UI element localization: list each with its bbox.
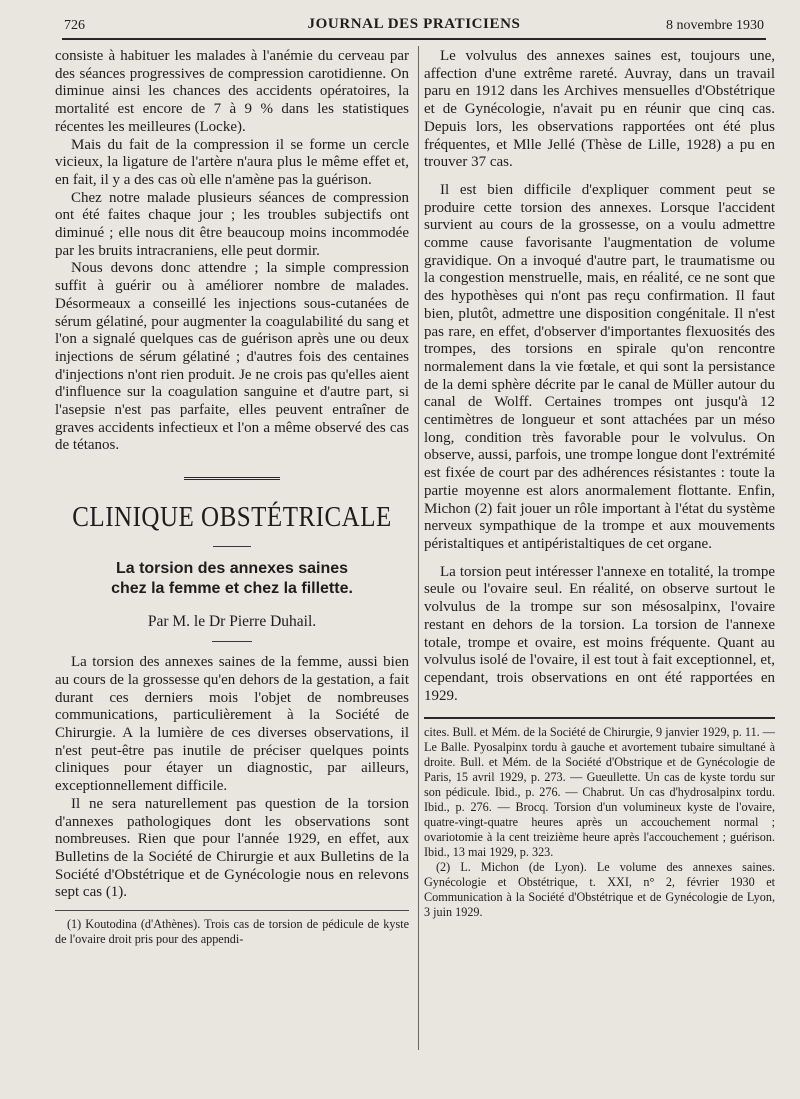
- byline-divider: [212, 641, 252, 642]
- footnote: (1) Koutodina (d'Athènes). Trois cas de torsion de pédicule de kyste de l'ovaire droit pris pour des appendi-: [55, 917, 409, 947]
- title-divider: [213, 546, 251, 547]
- byline: Par M. le Dr Pierre Duhail.: [147, 613, 317, 631]
- paragraph: Chez notre malade plusieurs séances de compression ont été faites chaque jour ; les troubles subjectifs ont diminué ; elle nous dit être beaucoup moins incommodée par les bruits intracraniens, elle peut dormir.: [55, 189, 409, 259]
- column-divider: [418, 46, 419, 1050]
- paragraph: Il est bien difficile d'expliquer comment peut se produire cette torsion des annexes. Lorsque l'accident survient au cours de la grossesse, on a voulu admettre comme cause favorisante l'augmentation de volume gravidique. On a invoqué d'autre part, le traumatisme ou la congestion menstruelle, mais, en réalité, ce ne sont que des hypothèses qui n'ont pas reçu confirmation. Il faut bien, plutôt, admettre une disposition congénitale. Il n'est pas rare, en effet, d'observer d'importantes flexuosités des trompes, des torsions en spirale qu'on rencontre normalement dans la vie fœtale, et qui sont la persistance de la demi sphère décrite par le canal de Müller autour du canal de Wolff. Certaines trompes ont jusqu'à 12 centimètres de longueur et sont attachées par un méso long, condition très favorable pour le volvulus. On observe, aussi, parfois, une trompe longue dont l'extrémité est fixée de court par des adhérences résistantes : toute la partie moyenne est alors anormalement flottante. Enfin, Michon (2) fait jouer un rôle important à l'état du système nerveux sympathique de la trompe et aux mouvements péristaltiques et antipéristaltiques de cet organe.: [424, 181, 775, 552]
- paragraph: La torsion des annexes saines de la femme, aussi bien au cours de la grossesse qu'en dehors de la gestation, a fait durant ces derniers mois l'objet de nombreuses communications, particulièrement à la Société de Chirurgie. A la lumière de ces diverses observations, il n'est peut-être pas inutile de préciser quelques points cliniques pour étayer un diagnostic, par ailleurs, exceptionnellement difficile.: [55, 654, 409, 795]
- left-column: [55, 48, 409, 947]
- paragraph: La torsion peut intéresser l'annexe en totalité, la trompe seule ou l'ovaire seul. En réalité, on observe surtout le volvulus de la trompe sur son mésosalpinx, l'ovaire restant en dehors de la torsion. La torsion de l'annexe totale, trompe et ovaire, est moins fréquente. Quant au volvulus isolé de l'ovaire, il est tout à fait exceptionnel, et, cependant, trois observations en ont été rapportées en 1929.: [424, 563, 775, 704]
- paragraph: Mais du fait de la compression il se forme un cercle vicieux, la ligature de l'artère n'aura plus le même effet et, en fait, il y a des cas où elle n'amène pas la guérison.: [55, 136, 409, 188]
- footnote-rule: [424, 717, 775, 719]
- paragraph: Nous devons donc attendre ; la simple compression suffit à guérir ou à améliorer nombre de malades. Désormeaux a conseillé les injections sous-cutanées de sérum gélatiné, pour augmenter la coagulabilité du sang et l'on a signalé quelques cas de guérison après une ou deux injections de sérum gélatiné ; d'autres fois des centaines d'injections n'ont rien produit. Je ne crois pas qu'elles aient d'influence sur la coagulation sanguine et d'autre part, si l'asepsie n'est pas parfaite, elles peuvent entraîner de graves accidents infectieux et l'on a même observé des cas de tétanos.: [55, 260, 409, 454]
- issue-date: 8 novembre 1930: [666, 18, 764, 33]
- paragraph: Il ne sera naturellement pas question de la torsion d'annexes pathologiques dont les observations sont nombreuses. Rien que pour l'année 1929, en effet, aux Bulletins de la Société de Chirurgie et aux Bulletins de la Société d'Obstétrique et de Gynécologie nous en relevons sept cas (1).: [55, 795, 409, 901]
- article-title-line: chez la femme et chez la fillette.: [111, 580, 353, 598]
- article-title-line: La torsion des annexes saines: [115, 560, 349, 578]
- paragraph: Le volvulus des annexes saines est, toujours une, affection d'une extrême rareté. Auvray, dans un travail paru en 1912 dans les Archives mensuelles d'Obstétrique et de Gynécologie, n'avait pu en réunir que cinq cas. Depuis lors, les observations rapportées ont été plus fréquentes, et Mlle Jellé (Thèse de Lille, 1928) a pu en trouver 37 cas.: [424, 48, 775, 171]
- footnote: (2) L. Michon (de Lyon). Le volume des annexes saines. Gynécologie et Obstétrique, t. XXI, n° 2, février 1930 et Communication à la Société d'Obstétrique et de Gynécologie de Lyon, 3 juin 1929.: [424, 860, 775, 920]
- footnote: cites. Bull. et Mém. de la Société de Chirurgie, 9 janvier 1929, p. 11. — Le Balle. Pyosalpinx tordu à gauche et avortement tubaire simultané à droite. Bull. et Mém. de la Société d'Obstrique et de Gynécologie de Paris, 15 avril 1929, p. 273. — Gueullette. Un cas de kyste tordu sur son pédicule. Ibid., p. 276. — Chabrut. Un cas d'hydrosalpinx tordu. Ibid., p. 276. — Brocq. Torsion d'un volumineux kyste de l'ovaire, quatre-vingt-quatre heures après un accouchement normal ; ovariotomie à la cent treizième heure après l'accouchement ; guérison. Ibid., 13 mai 1929, p. 323.: [424, 725, 775, 860]
- article-title: [55, 559, 409, 599]
- section-divider: [184, 477, 280, 482]
- journal-title: JOURNAL DES PRATICIENS: [307, 16, 521, 32]
- page-number: 726: [64, 18, 85, 33]
- right-column: [424, 48, 775, 920]
- header-rule: [62, 38, 766, 40]
- running-header: [64, 14, 764, 38]
- footnote-rule: [55, 910, 409, 911]
- section-title: CLINIQUE OBSTÉTRICALE: [72, 502, 392, 533]
- paragraph: consiste à habituer les malades à l'anémie du cerveau par des séances progressives de compression carotidienne. On diminue ainsi les chances des accidents opératoires, la mortalité est encore de 7 à 9 % dans les statistiques récentes les meilleures (Locke).: [55, 48, 409, 135]
